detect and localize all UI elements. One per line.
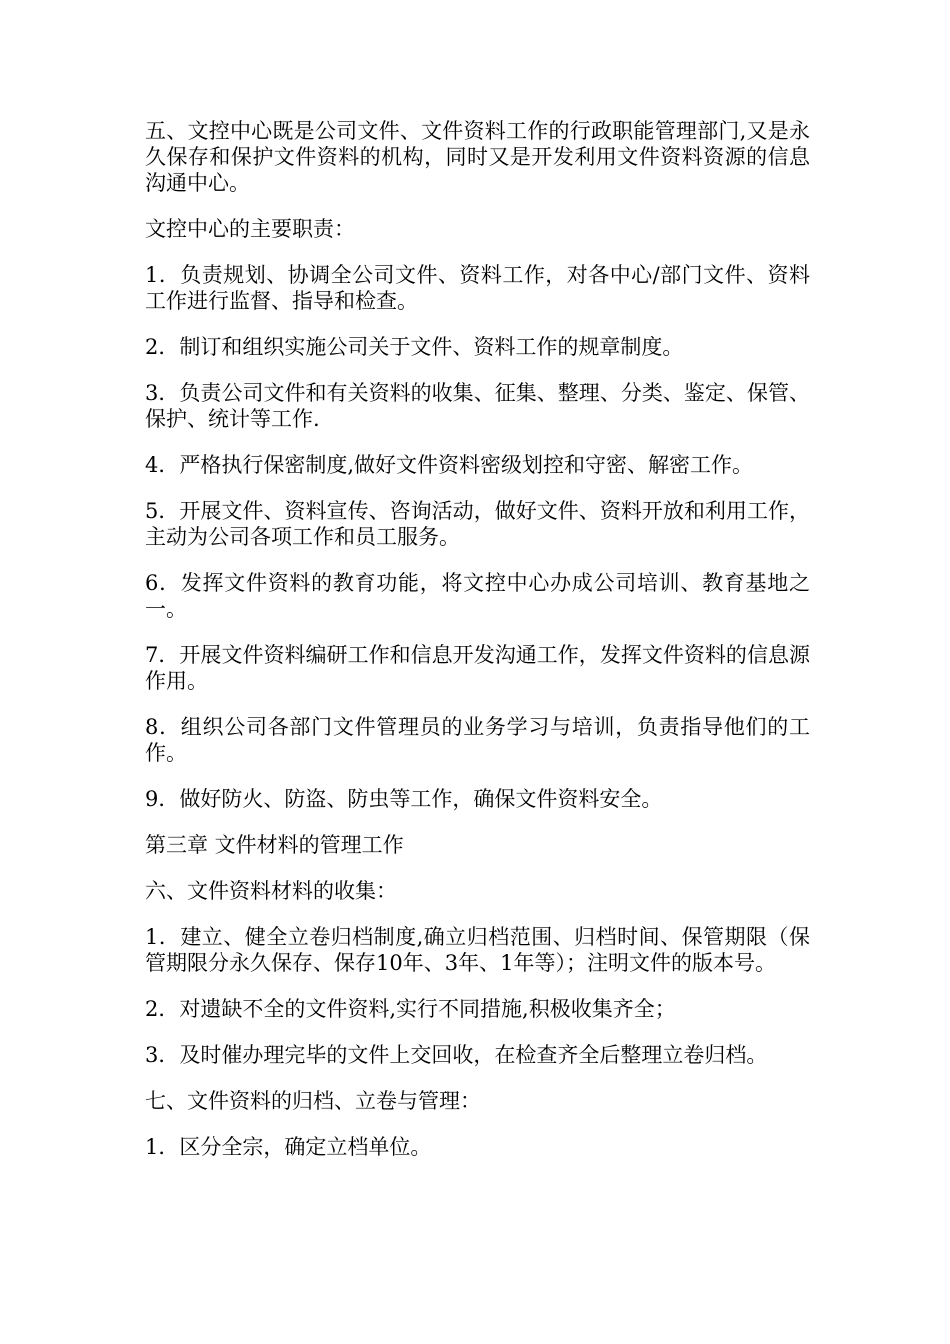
- section-5-intro: 五、文控中心既是公司文件、文件资料工作的行政职能管理部门,又是永久保存和保护文件资料的机构，同时又是开发利用文件资料资源的信息沟通中心。: [145, 119, 810, 195]
- duty-item-5: 5．开展文件、资料宣传、咨询活动，做好文件、资料开放和利用工作，主动为公司各项工作和员工服务。: [145, 499, 810, 549]
- chapter-3-heading: 第三章 文件材料的管理工作: [145, 833, 404, 857]
- duty-item-4: 4．严格执行保密制度,做好文件资料密级划控和守密、解密工作。: [145, 453, 754, 477]
- collection-item-3: 3．及时催办理完毕的文件上交回收，在检查齐全后整理立卷归档。: [145, 1043, 768, 1067]
- duty-item-1: 1．负责规划、协调全公司文件、资料工作，对各中心/部门文件、资料工作进行监督、指导和检查。: [145, 263, 810, 313]
- duty-item-3: 3．负责公司文件和有关资料的收集、征集、整理、分类、鉴定、保管、保护、统计等工作.: [145, 381, 810, 431]
- duty-item-2: 2．制订和组织实施公司关于文件、资料工作的规章制度。: [145, 335, 684, 359]
- collection-item-2: 2．对遗缺不全的文件资料,实行不同措施,积极收集齐全；: [145, 997, 676, 1021]
- document-body: [145, 118, 810, 1180]
- collection-item-1: 1．建立、健全立卷归档制度,确立归档范围、归档时间、保管期限（保管期限分永久保存、保存10年、3年、1年等）；注明文件的版本号。: [145, 925, 810, 975]
- duty-item-7: 7．开展文件资料编研工作和信息开发沟通工作，发挥文件资料的信息源作用。: [145, 643, 810, 693]
- duty-item-9: 9．做好防火、防盗、防虫等工作，确保文件资料安全。: [145, 787, 663, 811]
- section-6-heading: 六、文件资料材料的收集：: [145, 879, 397, 903]
- duty-item-8: 8．组织公司各部门文件管理员的业务学习与培训，负责指导他们的工作。: [145, 715, 810, 765]
- section-7-heading: 七、文件资料的归档、立卷与管理：: [145, 1089, 481, 1113]
- duties-heading: 文控中心的主要职责：: [145, 217, 355, 241]
- duty-item-6: 6．发挥文件资料的教育功能，将文控中心办成公司培训、教育基地之一。: [145, 571, 810, 621]
- archiving-item-1: 1．区分全宗，确定立档单位。: [145, 1135, 432, 1159]
